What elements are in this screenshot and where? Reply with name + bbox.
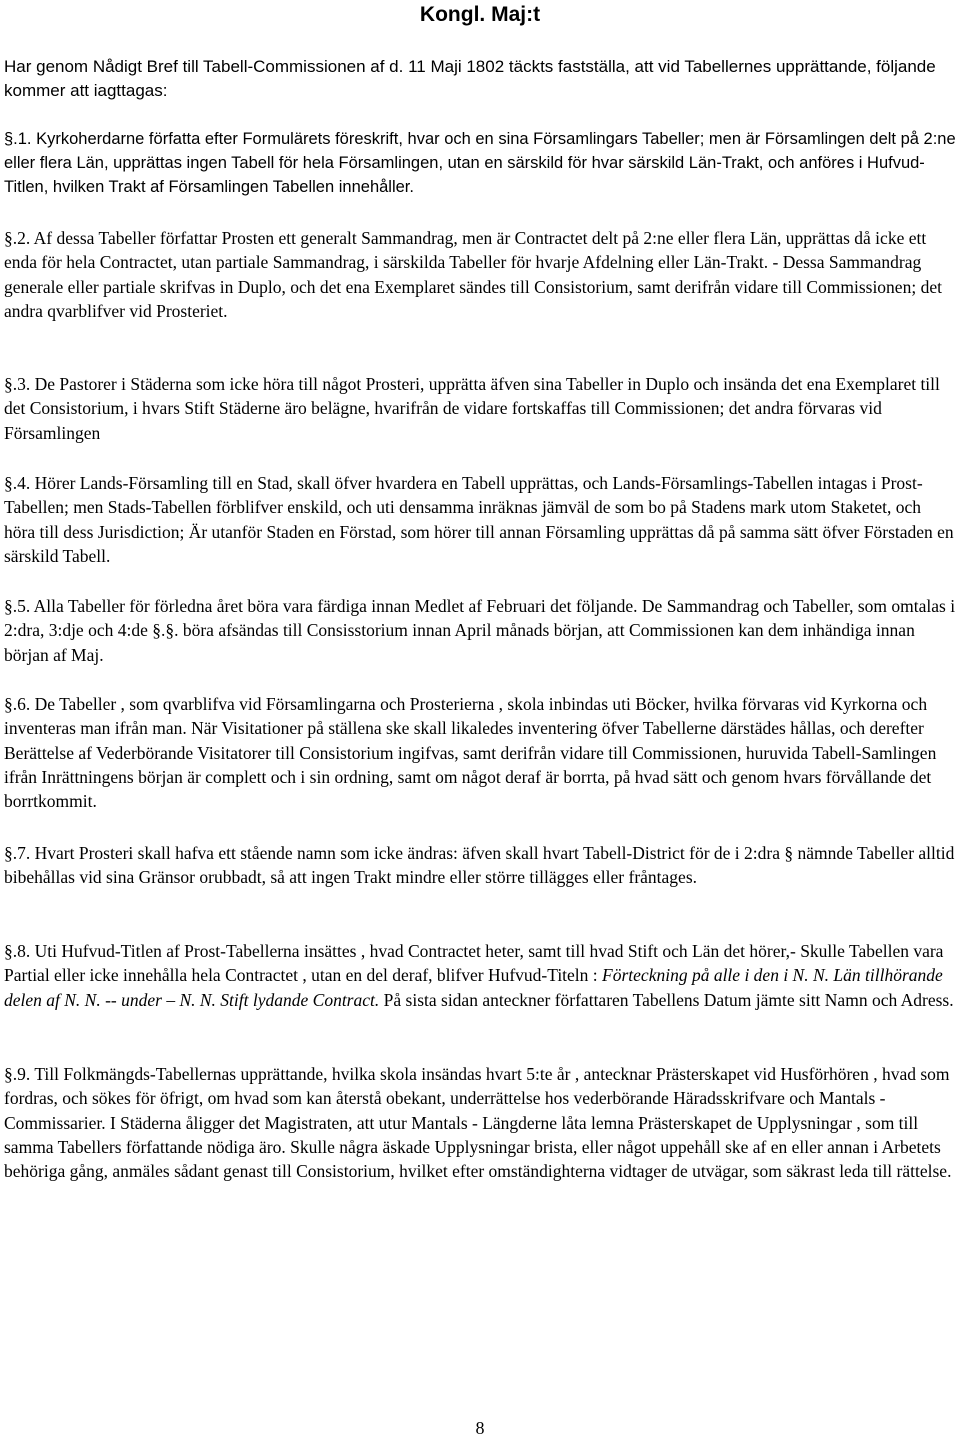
section-number: §.7. bbox=[4, 843, 31, 863]
document-title: Kongl. Maj:t bbox=[419, 3, 541, 26]
section-number: §.4. bbox=[4, 473, 31, 493]
section-text: Af dessa Tabeller författar Prosten ett generalt Sammandrag, men är Contractet delt på 2:ne eller flera Län, upprättas då icke ett enda för hela Contractet, utan partiale Sammandrag, i särskilda Tabeller för hvarje Afdelning eller Län-Trakt. - Dessa Sammandrag generale eller partiale skrifvas in Duplo, och det ena Exemplaret sändes till Consistorium, samt derifrån vidare till Commissionen; det andra qvarblifver vid Prosteriet. bbox=[4, 228, 942, 321]
section-9 bbox=[4, 1062, 956, 1183]
section-text: Kyrkoherdarne författa efter Formulärets föreskrift, hvar och en sina Församlingars Tabeller; men är Församlingen delt på 2:ne eller flera Län, upprättas ingen Tabell för hela Församlingen, utan en särskild för hvar särskild Län-Trakt, och anföres i Hufvud- Titlen, hvilken Trakt af Församlingen Tabellen innehåller. bbox=[4, 130, 956, 196]
section-text: Hörer Lands-Församling till en Stad, skall öfver hvardera en Tabell upprättas, och Lands-Församlings-Tabellen intagas i Prost-Tabellen; men Stads-Tabellen förblifver enskild, och uti densamma inräknas jämväl de som bo på Stadens mark utom Staketet, och höra till dess Jurisdiction; Är utanför Staden en Förstad, som hörer till annan Församling upprättas då på samma sätt öfver Förstaden en särskild Tabell. bbox=[4, 473, 954, 566]
section-number: §.3. bbox=[4, 374, 31, 394]
section-8 bbox=[4, 939, 956, 1012]
section-text: Alla Tabeller för förledna året böra vara färdiga innan Medlet af Februari det följande. De Sammandrag och Tabeller, som omtalas i 2:dra, 3:dje och 4:de §.§. böra afsändas till Consisstorium innan April månads början, att Commissionen kan dem inhändiga innan början af Maj. bbox=[4, 596, 956, 665]
section-text: Uti Hufvud-Titlen af Prost-Tabellerna insättes , hvad Contractet heter, samt till hvad Stift och Län det hörer,- Skulle Tabellen vara Partial eller icke innehålla hela Contractet , utan en del deraf, blifver Hufvud-Titeln : bbox=[4, 941, 944, 986]
section-5 bbox=[4, 594, 956, 667]
section-text: De Tabeller , som qvarblifva vid Församlingarna och Prosterierna , skola inbindas uti Böcker, hvilka förvaras vid Kyrkorna och inventeras man ifrån man. När Visitationer på ställena ske skall likaledes inventering öfver Tabellerne därstädes hållas, och derefter Berättelse af Vederbörande Visitatorer till Consistorium ingifvas, samt derifrån vidare till Commissionen, huruvida Tabell-Samlingen ifrån Inrättningens början är complett och i sin ordning, samt om något deraf är borrta, på hvad sätt och genom hvars förvållande det borrtkommit. bbox=[4, 694, 937, 812]
section-number: §.5. bbox=[4, 596, 31, 616]
section-text: De Pastorer i Städerna som icke höra till något Prosteri, upprätta äfven sina Tabeller in Duplo och insända det ena Exemplaret till det Consistorium, i hvars Stift Städerne äro belägne, hvarifrån de vidare fortskaffas till Commissionen; det andra förvaras vid Församlingen bbox=[4, 374, 940, 443]
section-number: §.2. bbox=[4, 228, 31, 248]
section-7 bbox=[4, 841, 956, 890]
section-number: §.6. bbox=[4, 694, 31, 714]
section-3 bbox=[4, 372, 956, 445]
intro-paragraph: Har genom Nådigt Bref till Tabell-Commissionen af d. 11 Maji 1802 täckts fastställa, att vid Tabellernes upprättande, följande kommer att iagttagas: bbox=[4, 57, 936, 100]
section-text-tail: På sista sidan anteckner författaren Tabellens Datum jämte sitt Namn och Adress. bbox=[383, 989, 954, 1010]
section-number: §.8. bbox=[4, 941, 31, 961]
section-number: §.9. bbox=[4, 1064, 31, 1084]
section-italic-title: Förteckning på alle i den i N. N. Län tillhörande delen af N. N. -- under – N. N. Stift lydande Contract. bbox=[4, 965, 943, 1010]
section-text: Hvart Prosteri skall hafva ett stående namn som icke ändras: äfven skall hvart Tabell-District för de i 2:dra § nämnde Tabeller alltid bibehållas vid sina Gränsor orubbadt, så att ingen Trakt mindre eller större tillägges eller fråntages. bbox=[4, 843, 955, 888]
section-text: Till Folkmängds-Tabellernas upprättande, hvilka skola insändas hvart 5:te år , antecknar Prästerskapet vid Husförhören , hvad som fordras, och sökes för öfrigt, om hvad som kan återstå obekant, underrättelse hos vederbörande Häradsskrifvare och Mantals -Commissarier. I Städerna åligger det Magistraten, att utur Mantals - Längderne låta lemna Prästerskapet de Upplysningar , som till samma Tabellers författande nödiga äro. Skulle några äskade Upplysningar brista, eller något uppehåll ske af en eller annan i Arbetets behöriga gång, anmäles sådant genast till Consistorium, hvilket efter omständighterna vidtager de utvägar, som säkrast leda till rättelse. bbox=[4, 1064, 952, 1182]
page-number: 8 bbox=[475, 1418, 485, 1438]
section-2 bbox=[4, 226, 956, 323]
section-4 bbox=[4, 471, 956, 568]
section-1 bbox=[4, 127, 956, 199]
section-6 bbox=[4, 692, 956, 813]
section-number: §.1. bbox=[4, 130, 32, 148]
